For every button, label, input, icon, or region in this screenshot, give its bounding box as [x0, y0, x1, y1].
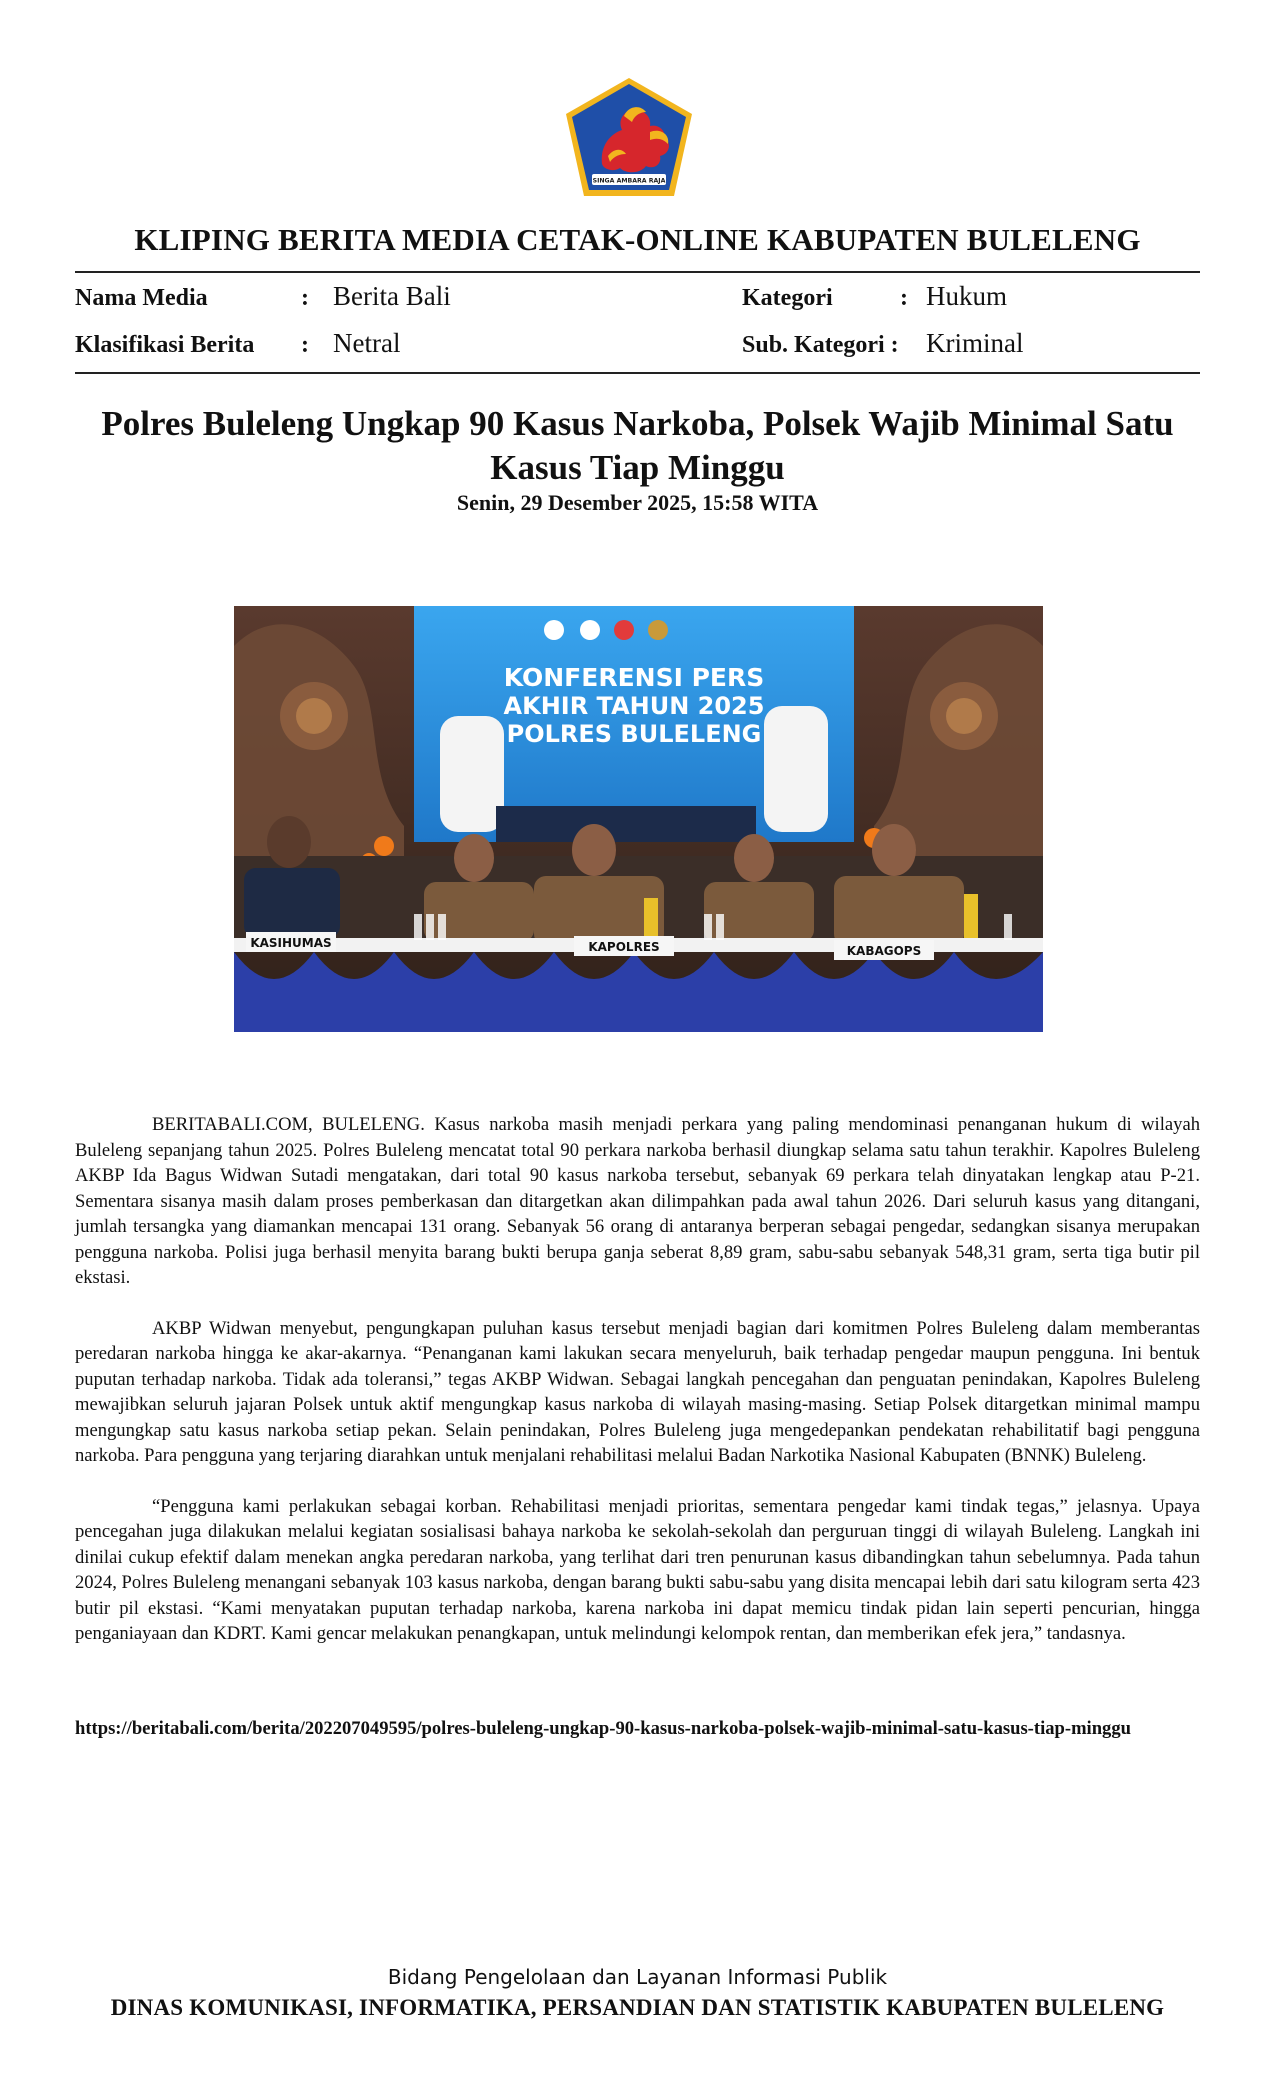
meta-media: [75, 281, 451, 312]
source-url-link[interactable]: https://beritabali.com/berita/202207049595/polres-buleleng-ungkap-90-kasus-narkoba-polsek-wajib-minimal-satu-kasus-tiap-minggu: [75, 1718, 1131, 1739]
article-body: [75, 1112, 1200, 1672]
classification-label: Klasifikasi Berita: [75, 332, 255, 358]
article-paragraph: AKBP Widwan menyebut, pengungkapan puluhan kasus tersebut menjadi bagian dari komitmen Polres Buleleng dalam memberantas peredaran narkoba hingga ke akar-akarnya. “Penanganan kami lakukan secara menyeluruh, baik terhadap pengedar maupun pengguna. Ini bentuk puputan terhadap narkoba. Tidak ada toleransi,” tegas AKBP Widwan. Sebagai langkah pencegahan dan penguatan penindakan, Kapolres Buleleng mewajibkan seluruh jajaran Polsek untuk aktif mengungkap kasus narkoba di wilayah masing-masing. Setiap Polsek ditargetkan minimal mampu mengungkap satu kasus narkoba setiap pekan. Selain penindakan, Polres Buleleng juga mengedepankan pendekatan rehabilitatif bagi pengguna narkoba. Para pengguna yang terjaring diarahkan untuk menjalani rehabilitasi melalui Badan Narkotika Nasional Kabupaten (BNNK) Buleleng.: [75, 1317, 1200, 1466]
press-conference-photo: [234, 606, 1043, 1032]
footer-unit: Bidang Pengelolaan dan Layanan Informasi Publik: [387, 1965, 888, 1989]
clipping-title: KLIPING BERITA MEDIA CETAK-ONLINE KABUPATEN BULELENG: [134, 222, 1141, 257]
article-paragraph: BERITABALI.COM, BULELENG. Kasus narkoba masih menjadi perkara yang paling mendominasi penanganan hukum di wilayah Buleleng sepanjang tahun 2025. Polres Buleleng mencatat total 90 perkara narkoba berhasil diungkap selama satu tahun terakhir. Kapolres Buleleng AKBP Ida Bagus Widwan Sutadi mengatakan, dari total 90 kasus narkoba tersebut, sebanyak 69 perkara telah dinyatakan lengkap atau P-21. Sementara sisanya masih dalam proses pemberkasan dan ditargetkan akan dilimpahkan pada awal tahun 2026. Dari seluruh kasus yang ditangani, jumlah tersangka yang diamankan mencapai 131 orang. Sebanyak 56 orang di antaranya berperan sebagai pengedar, sedangkan sisanya merupakan pengguna narkoba. Polisi juga berhasil menyita barang bukti berupa ganja seberat 8,89 gram, sabu-sabu sebanyak 548,31 gram, serta tiga butir pil ekstasi.: [75, 1114, 1200, 1288]
footer-agency: DINAS KOMUNIKASI, INFORMATIKA, PERSANDIAN DAN STATISTIK KABUPATEN BULELENG: [110, 1995, 1165, 2020]
screen-text-line3: POLRES BULELENG: [506, 720, 762, 748]
article-date: Senin, 29 Desember 2025, 15:58 WITA: [456, 490, 819, 515]
subcategory-label: Sub. Kategori :: [742, 332, 899, 358]
header-divider-top: [75, 271, 1200, 273]
classification-value: Netral: [333, 328, 401, 358]
category-value: Hukum: [926, 281, 1007, 311]
category-colon: :: [900, 285, 908, 311]
media-value: Berita Bali: [333, 281, 451, 311]
media-label: Nama Media: [75, 285, 208, 311]
article-paragraph: “Pengguna kami perlakukan sebagai korban. Rehabilitasi menjadi prioritas, sementara pengedar kami tindak tegas,” jelasnya. Upaya pencegahan juga dilakukan melalui kegiatan sosialisasi bahaya narkoba ke sekolah-sekolah dan perguruan tinggi di wilayah Buleleng. Langkah ini dinilai cukup efektif dalam menekan angka peredaran narkoba, yang terlihat dari tren penurunan kasus dibandingkan tahun sebelumnya. Pada tahun 2024, Polres Buleleng menangani sebanyak 103 kasus narkoba, dengan barang bukti sabu-sabu yang disita mencapai lebih dari satu kilogram serta 423 butir pil ekstasi. “Kami menyatakan puputan terhadap narkoba, karena narkoba ini dapat memicu tindak pidan lain seperti pencurian, hingga penganiayaan dan KDRT. Kami gencar melakukan penangkapan, untuk melindungi kelompok rentan, dan memberikan efek jera,” tandasnya.: [75, 1495, 1200, 1644]
sign-kasihumas: KASIHUMAS: [250, 936, 332, 950]
subcategory-value: Kriminal: [926, 328, 1024, 358]
meta-category: [742, 281, 1007, 312]
category-label: Kategori: [742, 285, 833, 311]
article-headline: Polres Buleleng Ungkap 90 Kasus Narkoba, Polsek Wajib Minimal Satu Kasus Tiap Minggu: [101, 404, 1174, 487]
sign-kapolres: KAPOLRES: [588, 940, 660, 954]
header-divider-bottom: [75, 372, 1200, 374]
meta-classification: [75, 328, 400, 359]
screen-text-line1: KONFERENSI PERS: [503, 663, 765, 692]
emblem-shield-icon: [562, 76, 696, 200]
emblem-motto: SINGA AMBARA RAJA: [592, 177, 666, 185]
classification-colon: :: [301, 332, 309, 358]
media-colon: :: [301, 285, 309, 311]
meta-subcategory: [742, 328, 1023, 359]
screen-text-line2: AKHIR TAHUN 2025: [503, 692, 765, 720]
regency-emblem-logo: [562, 76, 696, 200]
sign-kabagops: KABAGOPS: [846, 944, 922, 958]
